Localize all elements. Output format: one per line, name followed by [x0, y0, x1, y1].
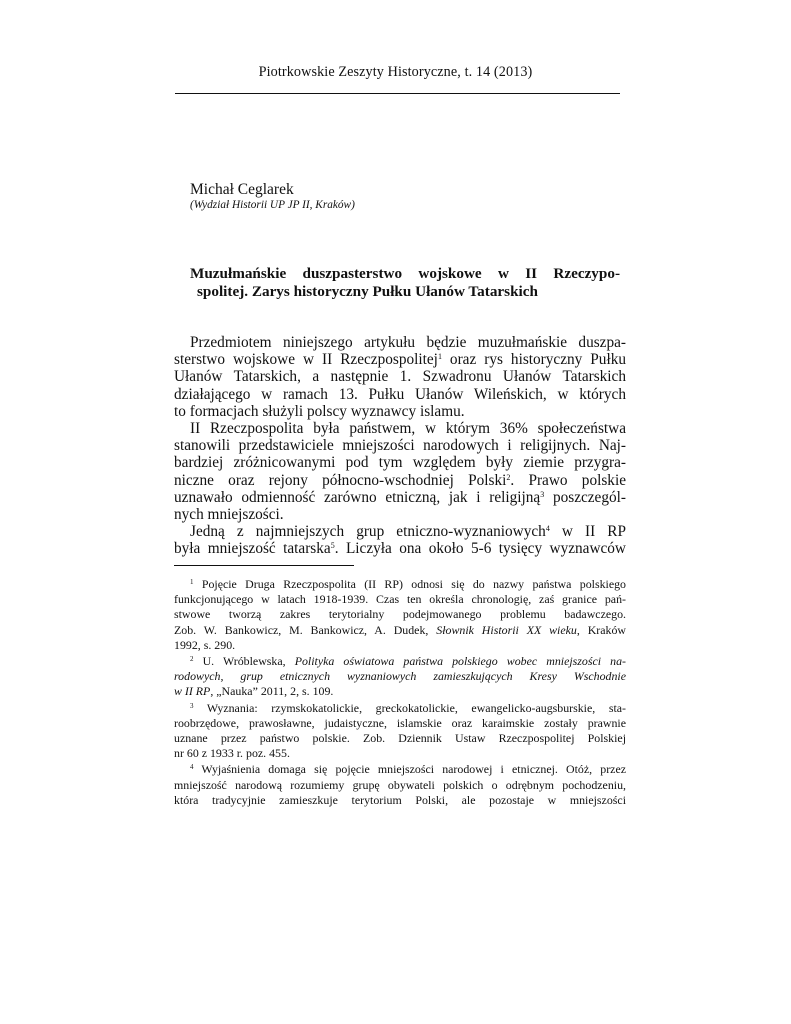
text-line: [174, 540, 626, 557]
text-line: [174, 472, 626, 489]
text-line: [174, 762, 626, 777]
text-line: Ułanów Tatarskich, a następnie 1. Szwadronu Ułanów Tatarskich: [174, 368, 626, 386]
text-span: Wyznania: rzymskokatolickie, greckokatolickie, ewangelicko-augsburskie, sta-: [193, 700, 626, 715]
text-line: nych mniejszości.: [174, 506, 284, 524]
text-line: Przedmiotem niniejszego artykułu będzie muzułmańskie duszpa-: [190, 334, 626, 351]
text-span: Zob. W. Bankowicz, M. Bankowicz, A. Dudek,: [174, 622, 437, 637]
text-span: . Prawo polskie: [510, 471, 626, 489]
text-line: rodowych, grup etnicznych wyznaniowych zamieszkujących Kresy Wschodnie: [174, 669, 626, 684]
text-span: uznawało odmienność zarówno etniczną, jak i religijną: [174, 488, 541, 506]
title-line: Muzułmańskie duszpasterstwo wojskowe w II Rzeczypo-: [190, 265, 620, 282]
paragraph: [174, 523, 626, 557]
text-line: [174, 489, 626, 506]
text-span: była mniejszość tatarska: [174, 540, 331, 558]
text-line: [174, 577, 626, 592]
article-title: [190, 265, 620, 301]
text-span: w II RP: [549, 523, 626, 541]
text-line: [174, 654, 626, 669]
title-line: spolitej. Zarys historyczny Pułku Ułanów Tatarskich: [197, 283, 538, 300]
text-span: poszczegól-: [544, 488, 626, 506]
text-line: [174, 351, 626, 368]
text-line: bardziej zróżnicowanymi pod tym względem były ziemie przygra-: [174, 454, 626, 472]
book-title: Słownik Historii XX wieku: [436, 622, 577, 637]
text-span: , „Nauka” 2011, 2, s. 109.: [210, 684, 334, 699]
text-line: stwowe tworzą zakres terytorialny podejmowanego problemu badawczego.: [174, 607, 626, 622]
text-line: która tradycyjnie zamieszkuje terytorium Polski, ale pozostaje w mniejszości: [174, 792, 626, 807]
running-header: [0, 64, 791, 81]
footnote-number: 3: [190, 701, 194, 710]
text-span: Wyjaśnienia domaga się pojęcie mniejszości narodowej i etnicznej. Otóż, przez: [193, 762, 626, 777]
text-span: , Kraków: [576, 622, 627, 637]
text-line: roobrzędowe, prawosławne, judaistyczne, islamskie oraz karaimskie zostały prawnie: [174, 715, 626, 730]
footnote-ref[interactable]: 5: [330, 541, 335, 551]
article-body: [174, 334, 626, 558]
text-span: oraz rys historyczny Pułku: [441, 351, 627, 369]
paragraph: [174, 420, 626, 523]
text-line: działającego w ramach 13. Pułku Ułanów Wileńskich, w których: [174, 385, 626, 403]
footnote-ref[interactable]: 1: [437, 352, 442, 362]
text-line: nr 60 z 1933 r. poz. 455.: [174, 746, 290, 761]
header-rule: [175, 93, 620, 94]
footnote-number: 1: [190, 578, 194, 586]
text-span: Jedną z najmniejszych grup etniczno-wyznaniowych: [190, 523, 546, 541]
footnote: [174, 701, 626, 762]
text-line: II Rzeczpospolita była państwem, w którym 36% społeczeństwa: [190, 420, 626, 438]
text-line: [174, 701, 626, 716]
footnote: [174, 654, 626, 700]
footnote-number: 4: [190, 763, 194, 772]
footnote-ref[interactable]: 2: [506, 472, 511, 482]
text-line: [174, 623, 626, 638]
text-line: [174, 684, 626, 699]
text-line: funkcjonującego w latach 1918-1939. Czas ten określa chronologię, zaś granice pań-: [174, 592, 626, 607]
footnote: [174, 577, 626, 653]
text-span: U. Wróblewska,: [193, 654, 295, 669]
text-span: niczne oraz rejony północno-wschodniej Polski: [174, 471, 507, 489]
footnote-ref[interactable]: 3: [540, 489, 545, 499]
text-span: . Liczyła ona około 5-6 tysięcy wyznawców: [334, 540, 626, 558]
author-name: Michał Ceglarek: [190, 181, 294, 198]
book-title: w II RP: [174, 684, 211, 699]
paragraph: [174, 334, 626, 420]
footnotes: [174, 577, 626, 809]
footnote-separator: [174, 565, 354, 566]
text-line: stanowili przedstawiciele mniejszości narodowych i religijnych. Naj-: [174, 437, 626, 455]
text-line: to formacjach służyli polscy wyznawcy islamu.: [174, 402, 465, 420]
text-span: sterstwo wojskowe w II Rzeczpospolitej: [174, 351, 438, 369]
footnote-number: 2: [190, 655, 194, 664]
text-span: Pojęcie Druga Rzeczpospolita (II RP) odnosi się do nazwy państwa polskiego: [193, 577, 626, 591]
author-affiliation: (Wydział Historii UP JP II, Kraków): [190, 199, 355, 211]
footnote: [174, 762, 626, 808]
book-title: Polityka oświatowa państwa polskiego wobec mniejszości na-: [294, 654, 626, 669]
text-line: uznane przez państwo polskie. Zob. Dziennik Ustaw Rzeczpospolitej Polskiej: [174, 731, 626, 746]
footnote-ref[interactable]: 4: [545, 524, 550, 534]
text-line: mniejszość narodową rozumiemy grupę obywateli polskich o odrębnym pochodzeniu,: [174, 777, 626, 792]
text-line: 1992, s. 290.: [174, 637, 236, 652]
text-line: [174, 523, 626, 540]
journal-title: Piotrkowskie Zeszyty Historyczne, t. 14 (2013): [258, 64, 533, 80]
